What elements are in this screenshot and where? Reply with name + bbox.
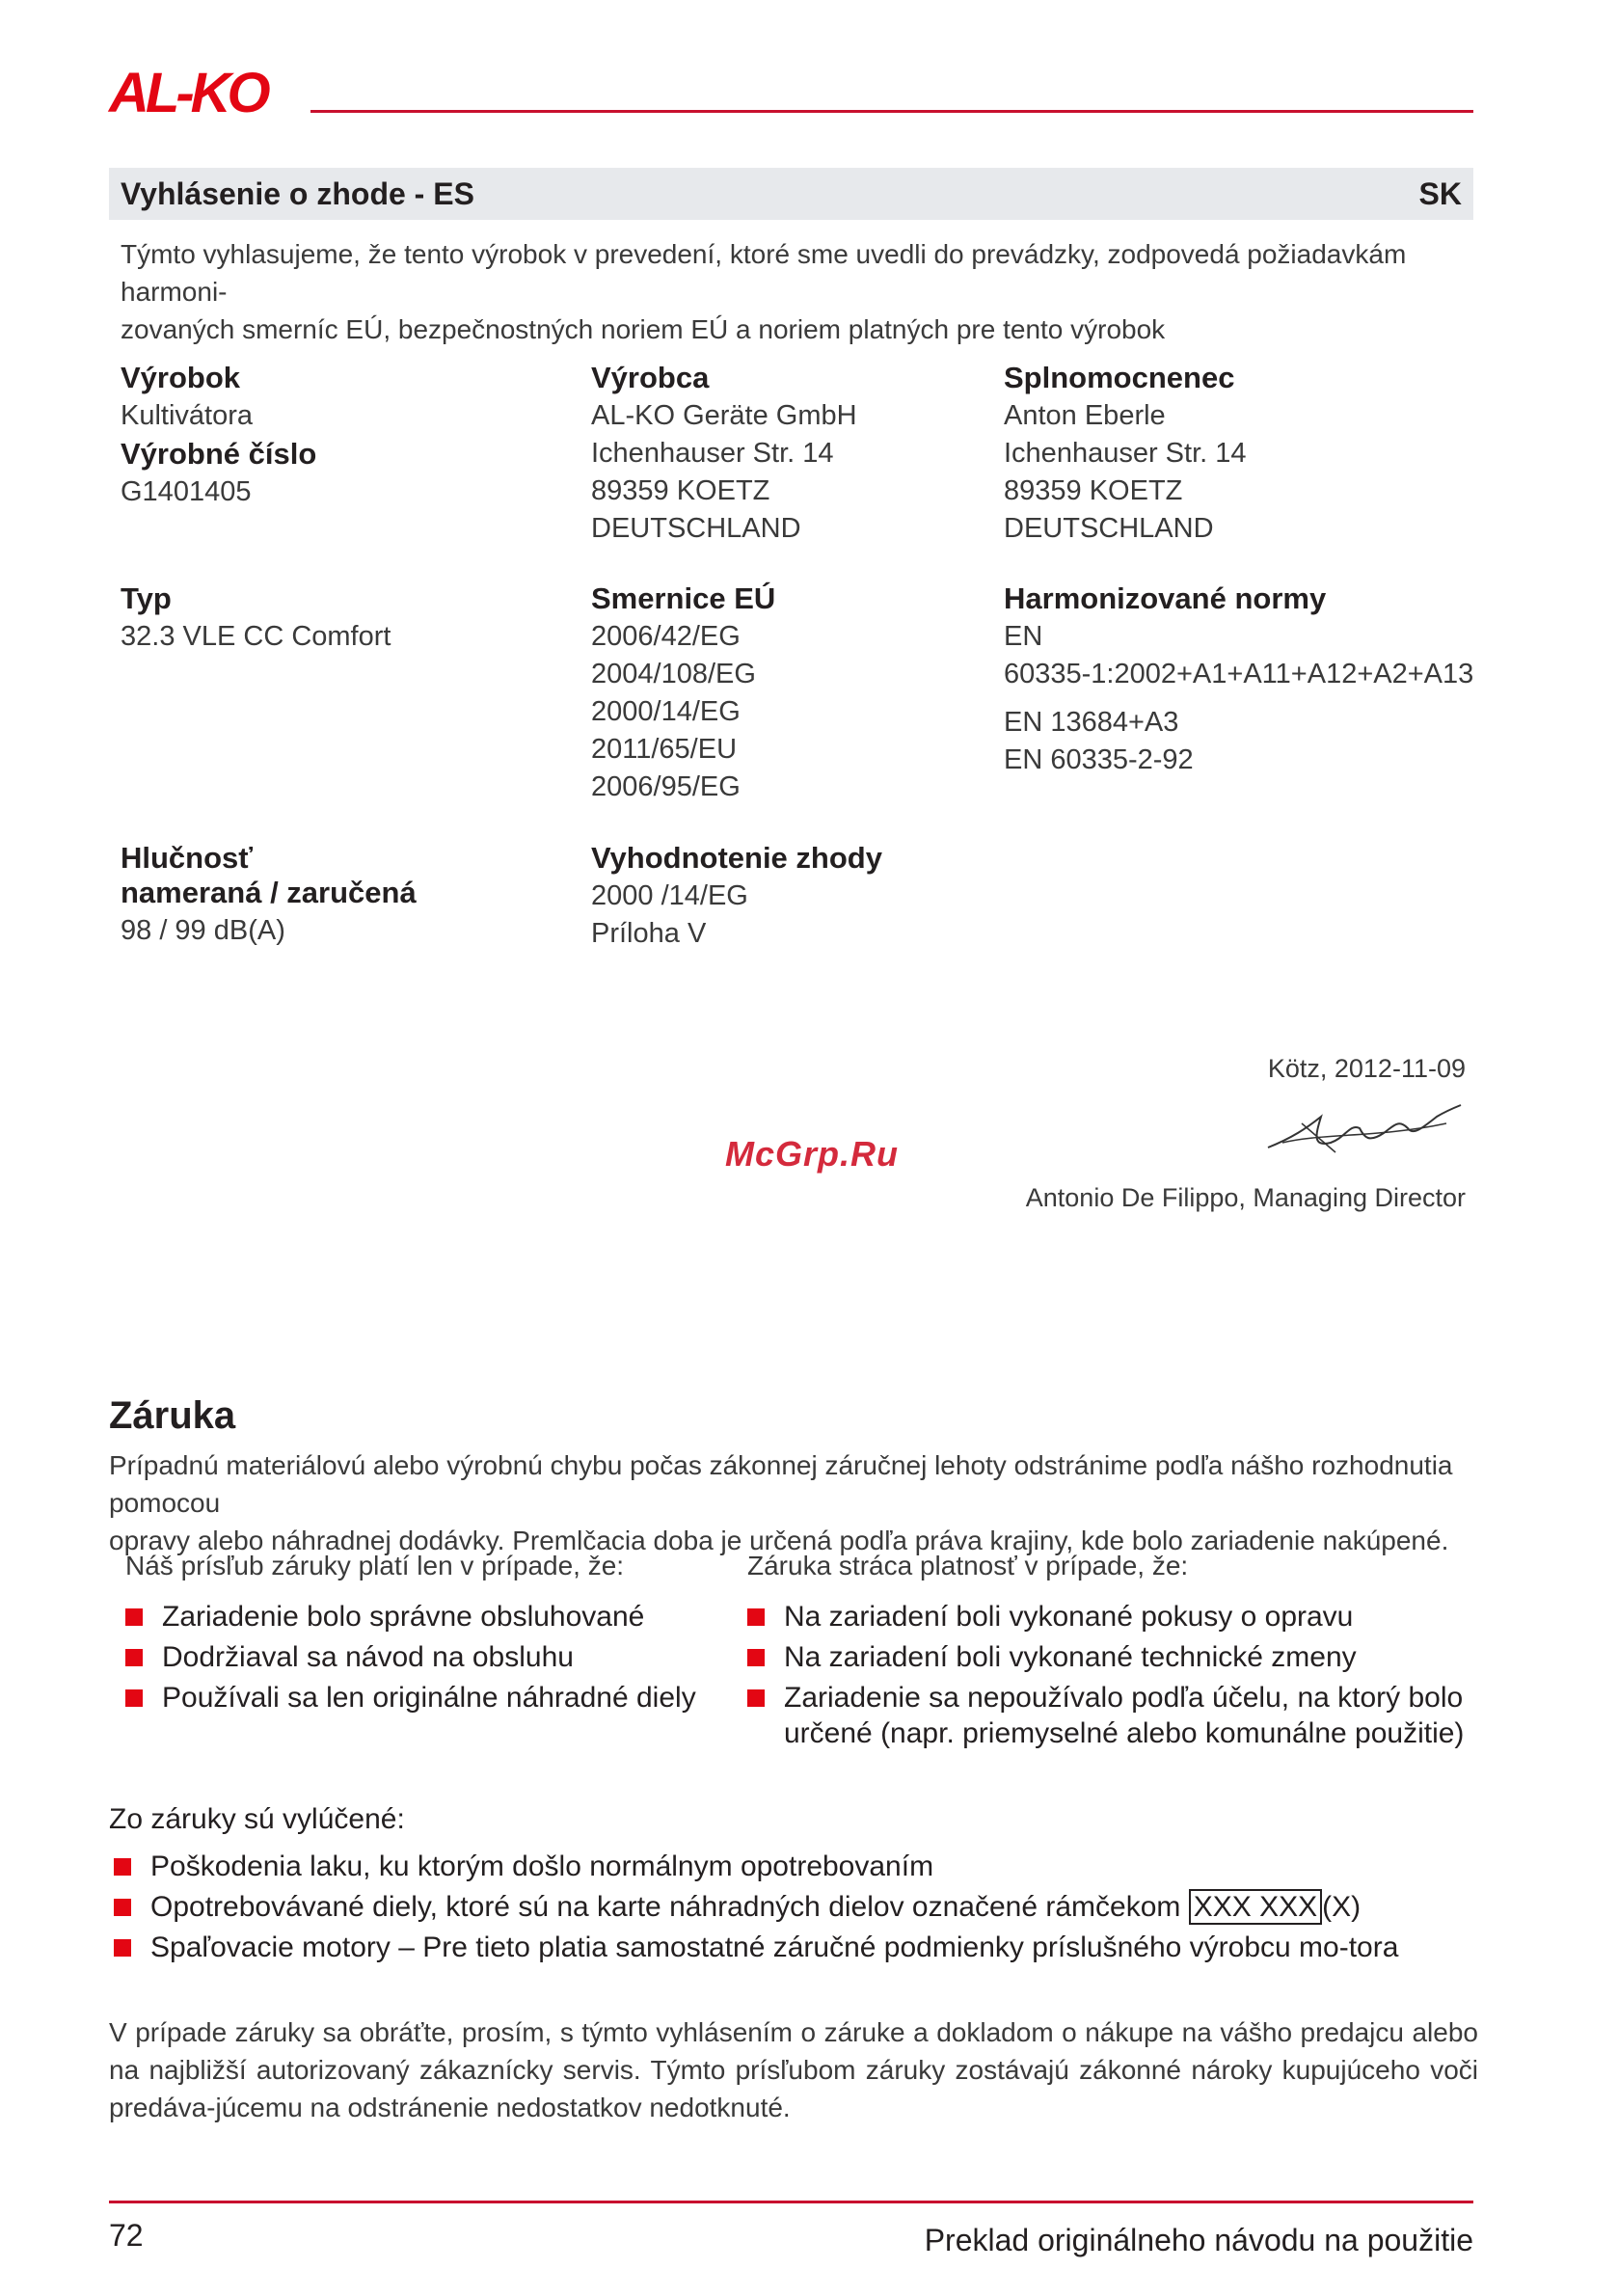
authorized-rep-block: Splnomocnenec Anton Eberle Ichenhauser Str. 14 89359 KOETZ DEUTSCHLAND <box>1004 361 1247 544</box>
watermark: McGrp.Ru <box>725 1134 900 1174</box>
list-item: Dodržiaval sa návod na obsluhu <box>125 1639 723 1675</box>
page-number: 72 <box>109 2218 144 2253</box>
alko-logo: AL-KO <box>109 62 267 124</box>
signature-image <box>1263 1099 1466 1167</box>
bullet-square-icon <box>125 1649 143 1666</box>
language-code: SK <box>1418 176 1462 211</box>
harmonized-norms-block: Harmonizované normy EN 60335-1:2002+A1+A11+A12+A2+A13 EN 13684+A3 EN 60335-2-92 <box>1004 581 1474 775</box>
bullet-square-icon <box>747 1649 765 1666</box>
excluded-list <box>114 1849 1483 1970</box>
list-item: Zariadenie sa nepoužívalo podľa účelu, na ktorý bolo určené (napr. priemyselné alebo komunálne použitie) <box>747 1680 1480 1751</box>
footer-divider <box>109 2201 1473 2203</box>
bullet-square-icon <box>747 1689 765 1707</box>
footer-text: Preklad originálneho návodu na použitie <box>924 2223 1473 2257</box>
part-frame-marker: XXX XXX <box>1189 1889 1322 1925</box>
section-title: Vyhlásenie o zhode - ES <box>121 176 474 211</box>
bullet-square-icon <box>114 1858 131 1876</box>
signer-name: Antonio De Filippo, Managing Director <box>1025 1183 1466 1212</box>
noise-block: Hlučnosť nameraná / zaručená 98 / 99 dB(A) <box>121 841 417 946</box>
bullet-square-icon <box>114 1899 131 1916</box>
list-item: Spaľovacie motory – Pre tieto platia samostatné záručné podmienky príslušného výrobcu mo-tora <box>114 1930 1483 1965</box>
warranty-closing: V prípade záruky sa obráťte, prosím, s týmto vyhlásením o záruke a dokladom o nákupe na vášho predajcu alebo na najbližší autorizovaný zákaznícky servis. Týmto prísľubom záruky zostávajú zákonné nároky kupujúceho voči predáva-júcemu na odstránenie nedostatkov nedotknuté. <box>109 2017 1478 2122</box>
section-header <box>109 168 1473 220</box>
list-item: Na zariadení boli vykonané technické zmeny <box>747 1639 1480 1675</box>
intro-paragraph: Týmto vyhlasujeme, že tento výrobok v prevedení, ktoré sme uvedli do prevádzky, zodpovedá požiadavkám harmoni- zovaných smerníc EÚ, bezpečnostných noriem EÚ a noriem platných pre tento výrobok <box>121 239 1407 344</box>
warranty-title: Záruka <box>109 1394 236 1437</box>
warranty-valid-column: Náš prísľub záruky platí len v prípade, že: Zariadenie bolo správne obsluhované Dodržiaval sa návod na obsluhu Používali sa len originálne náhradné diely <box>125 1551 723 1720</box>
warranty-intro: Prípadnú materiálovú alebo výrobnú chybu počas zákonnej záručnej lehoty odstránime podľa nášho rozhodnutia pomocou opravy alebo náhradnej dodávky. Premlčacia doba je určená podľa práva krajiny, kde bolo zariadenie nakúpené. <box>109 1450 1453 1555</box>
list-item: Poškodenia laku, ku ktorým došlo normálnym opotrebovaním <box>114 1849 1483 1884</box>
excluded-lead: Zo záruky sú vylúčené: <box>109 1803 405 1835</box>
place-date: Kötz, 2012-11-09 <box>1267 1054 1466 1083</box>
list-item: Na zariadení boli vykonané pokusy o opravu <box>747 1599 1480 1634</box>
bullet-square-icon <box>125 1689 143 1707</box>
header-divider <box>310 110 1473 113</box>
list-item: Používali sa len originálne náhradné diely <box>125 1680 723 1715</box>
conformity-assessment-block: Vyhodnotenie zhody 2000 /14/EG Príloha V <box>591 841 882 949</box>
list-item: Zariadenie bolo správne obsluhované <box>125 1599 723 1634</box>
warranty-void-column: Záruka stráca platnosť v prípade, že: Na zariadení boli vykonané pokusy o opravu Na zariadení boli vykonané technické zmeny Zariadenie sa nepoužívalo podľa účelu, na ktorý bolo určené (napr. priemyselné alebo komunálne použitie) <box>747 1551 1480 1756</box>
product-block: Výrobok Kultivátora Výrobné číslo G1401405 <box>121 361 317 507</box>
type-block: Typ 32.3 VLE CC Comfort <box>121 581 391 652</box>
bullet-square-icon <box>114 1939 131 1957</box>
list-item: Opotrebovávané diely, ktoré sú na karte náhradných dielov označené rámčekom XXX XXX (X) <box>114 1889 1483 1925</box>
bullet-square-icon <box>747 1608 765 1626</box>
eu-directives-block: Smernice EÚ 2006/42/EG 2004/108/EG 2000/14/EG 2011/65/EU 2006/95/EG <box>591 581 776 802</box>
manufacturer-block: Výrobca AL-KO Geräte GmbH Ichenhauser Str. 14 89359 KOETZ DEUTSCHLAND <box>591 361 857 544</box>
bullet-square-icon <box>125 1608 143 1626</box>
